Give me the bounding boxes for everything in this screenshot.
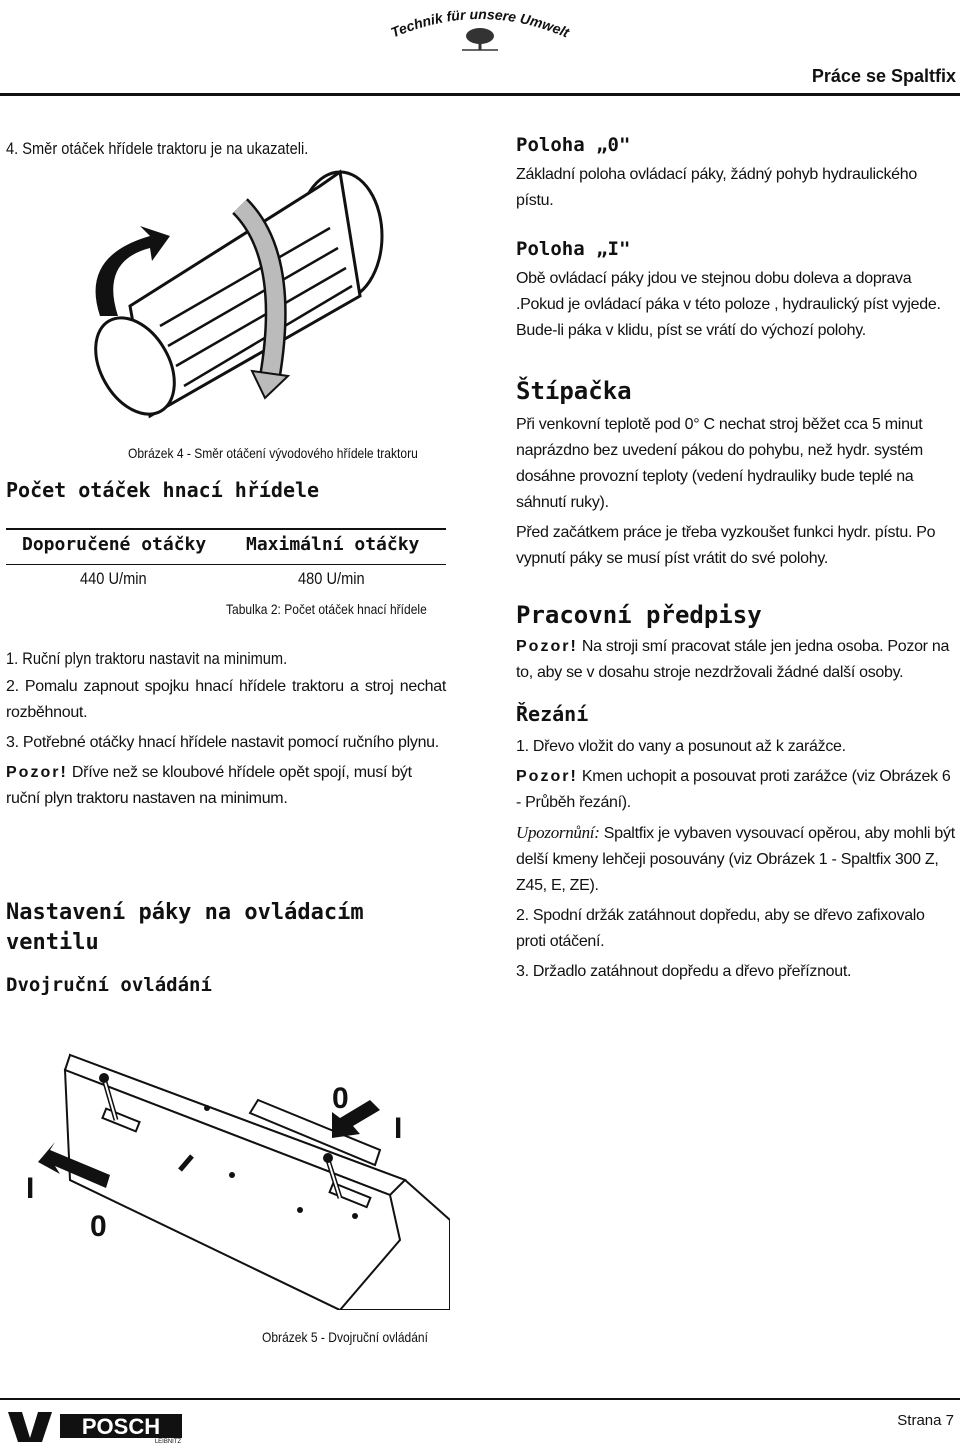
posI-text: Obě ovládací páky jdou ve stejnou dobu doleva a doprava .Pokud je ovládací páka v této poloze , hydraulický píst vyjede. Bude-li páka v klidu, píst se vrátí do výchozí polohy. xyxy=(516,270,941,339)
figure-4-caption: Obrázek 4 - Směr otáčení vývodového hřídele traktoru xyxy=(128,445,418,461)
header-logo xyxy=(370,2,590,52)
step-2: 2. Pomalu zapnout spojku hnací hřídele traktoru a stroj nechat rozběhnout. xyxy=(6,678,446,721)
steps-list xyxy=(6,646,446,812)
section-title: Práce se Spaltfix xyxy=(811,66,956,86)
rules-heading: Pracovní předpisy xyxy=(516,601,762,629)
posI-heading: Poloha „I" xyxy=(516,238,631,260)
table-col2-header: Maximální otáčky xyxy=(246,534,420,555)
posch-w-icon xyxy=(8,1412,52,1442)
lever-subheading: Dvojruční ovládání xyxy=(6,974,212,996)
note-label: Upozornůní: xyxy=(516,823,600,842)
lever-heading: Nastavení páky na ovládacím ventilu xyxy=(6,900,364,955)
step-4: 4. Směr otáček hřídele traktoru je na ukazateli. xyxy=(6,139,309,158)
cut-warning-label: Pozor! xyxy=(516,768,578,785)
table-caption: Tabulka 2: Počet otáček hnací hřídele xyxy=(226,601,427,617)
brand-sub: LEIBNITZ xyxy=(154,1439,182,1444)
step-3: 3. Potřebné otáčky hnací hřídele nastavit pomocí ručního plynu. xyxy=(6,734,439,751)
splitter-text-1: Při venkovní teplotě pod 0° C nechat stroj běžet cca 5 minut naprázdno bez uvedení pákou do pohybu, než hydr. systém dosáhne provozní teploty (vedení hydrauliky bude teplé na sáhnutí ruky). xyxy=(516,416,923,511)
label-zero-top: 0 xyxy=(332,1082,349,1115)
warning-label: Pozor! xyxy=(6,764,68,781)
rpm-table xyxy=(6,528,446,628)
tree-icon xyxy=(462,28,498,50)
splitter-text-2: Před začátkem práce je třeba vyzkoušet funkci hydr. pístu. Po vypnutí páky se musí píst vrátit do své polohy. xyxy=(516,524,936,567)
rules-label: Pozor! xyxy=(516,638,578,655)
table-col2-value: 480 U/min xyxy=(298,569,365,588)
cut-step-2: 2. Spodní držák zatáhnout dopředu, aby se dřevo zafixovalo proti otáčení. xyxy=(516,907,925,950)
cut-step-1: 1. Dřevo vložit do vany a posunout až k zarážce. xyxy=(516,738,846,755)
figure-5-caption: Obrázek 5 - Dvojruční ovládání xyxy=(262,1329,428,1345)
header-rule xyxy=(0,93,960,96)
label-one-right: I xyxy=(394,1112,403,1145)
step-1: 1. Ruční plyn traktoru nastavit na minimum. xyxy=(6,649,288,668)
splitter-heading: Štípačka xyxy=(516,377,632,405)
label-zero-bottom: 0 xyxy=(90,1210,107,1243)
brand-name: POSCH xyxy=(81,1414,161,1439)
rules-text: Na stroji smí pracovat stále jen jedna osoba. Pozor na to, aby se v dosahu stroje nezdržovali žádné další osoby. xyxy=(516,638,950,681)
page-number: Strana 7 xyxy=(897,1412,954,1429)
logo-slogan: Technik für unsere Umwelt xyxy=(388,5,572,41)
table-col1-value: 440 U/min xyxy=(80,569,147,588)
label-one-left: I xyxy=(26,1172,35,1205)
figure-4-pto-shaft xyxy=(40,166,420,436)
pos0-heading: Poloha „0" xyxy=(516,134,631,156)
warning-text: Dříve než se kloubové hřídele opět spojí, musí být ruční plyn traktoru nastaven na minimum. xyxy=(6,764,412,807)
footer-rule xyxy=(0,1398,960,1400)
cut-warning-text: Kmen uchopit a posouvat proti zarážce (viz Obrázek 6 - Průběh řezání). xyxy=(516,768,951,811)
footer-logo xyxy=(8,1408,188,1444)
cut-step-3: 3. Držadlo zatáhnout dopředu a dřevo přeříznout. xyxy=(516,963,852,980)
figure-5-two-hand-control xyxy=(10,1010,450,1310)
right-column xyxy=(516,132,956,985)
note-text: Spaltfix je vybaven vysouvací opěrou, aby mohli být delší kmeny lehčeji posouvány (viz Obrázek 1 - Spaltfix 300 Z, Z45, E, ZE). xyxy=(516,825,955,894)
table-col1-header: Doporučené otáčky xyxy=(22,534,207,555)
cutting-heading: Řezání xyxy=(516,702,589,726)
rpm-heading: Počet otáček hnací hřídele xyxy=(6,478,320,502)
pos0-text: Základní poloha ovládací páky, žádný pohyb hydraulického pístu. xyxy=(516,166,917,209)
